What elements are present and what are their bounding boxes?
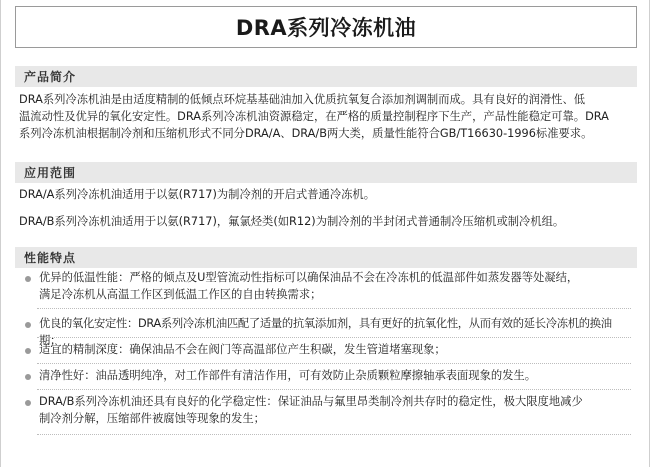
divider — [37, 389, 631, 390]
bullet-dot — [25, 276, 31, 282]
divider — [37, 337, 631, 338]
feature-line: 满足冷冻机从高温工作区到低温工作区的自由转换需求； — [39, 287, 322, 301]
bullet-dot — [25, 348, 31, 354]
feature-item-low-temp — [25, 270, 633, 303]
intro-line-3: 系列冷冻机油根据制冷剂和压缩机形式不同分DRA/A、DRA/B两大类，质量性能符合GB/T16630-1996标准要求。 — [19, 127, 593, 140]
feature-item-refining — [25, 342, 633, 359]
bullet-dot — [25, 374, 31, 380]
divider — [37, 308, 631, 309]
scope-item-b: DRA/B系列冷冻机油适用于以氨(R717)，氟氯烃类(如R12)为制冷剂的半封闭式普通制冷压缩机或制冷机组。 — [19, 215, 565, 228]
section-heading-features — [15, 247, 637, 268]
section-heading-features-label: 性能特点 — [24, 251, 77, 265]
intro-line-2: 温流动性及优异的氧化安定性。DRA系列冷冻机油资源稳定，在严格的质量控制程序下生产，产品性能稳定可靠。DRA — [19, 110, 609, 123]
title-box — [15, 6, 637, 48]
feature-line: DRA/B系列冷冻机油还具有良好的化学稳定性：保证油品与氟里昂类制冷剂共存时的稳定性，极大限度地减少 — [39, 395, 583, 408]
divider — [37, 363, 631, 364]
intro-line-1: DRA系列冷冻机油是由适度精制的低倾点环烷基基础油加入优质抗氧复合添加剂调制而成。具有良好的润滑性、低 — [19, 93, 586, 106]
feature-line: 清净性好：油品透明纯净，对工作部件有清洁作用，可有效防止杂质颗粒摩擦轴承表面现象的发生。 — [39, 369, 537, 382]
feature-line: 适宜的精制深度：确保油品不会在阀门等高温部位产生积碳，发生管道堵塞现象； — [39, 343, 446, 356]
section-heading-intro — [15, 66, 637, 87]
feature-item-chemical-stability — [25, 394, 633, 427]
section-heading-intro-label: 产品简介 — [24, 70, 77, 84]
feature-line: 优良的氧化安定性：DRA系列冷冻机油匹配了适量的抗氧添加剂，具有更好的抗氧化性，从而有效的延长冷冻机的换油期； — [39, 317, 612, 347]
feature-line: 制冷剂分解，压缩部件被腐蚀等现象的发生； — [39, 411, 265, 425]
feature-line: 优异的低温性能：严格的倾点及U型管流动性指标可以确保油品不会在冷冻机的低温部件如蒸发器等处凝结， — [39, 271, 579, 284]
feature-item-cleanliness — [25, 368, 633, 385]
divider — [37, 434, 631, 435]
bullet-dot — [25, 322, 31, 328]
section-heading-scope-label: 应用范围 — [24, 166, 77, 180]
page-title: DRA系列冷冻机油 — [235, 16, 417, 40]
scope-item-a: DRA/A系列冷冻机油适用于以氨(R717)为制冷剂的开启式普通冷冻机。 — [19, 188, 376, 201]
bullet-dot — [25, 400, 31, 406]
section-heading-scope — [15, 162, 637, 183]
